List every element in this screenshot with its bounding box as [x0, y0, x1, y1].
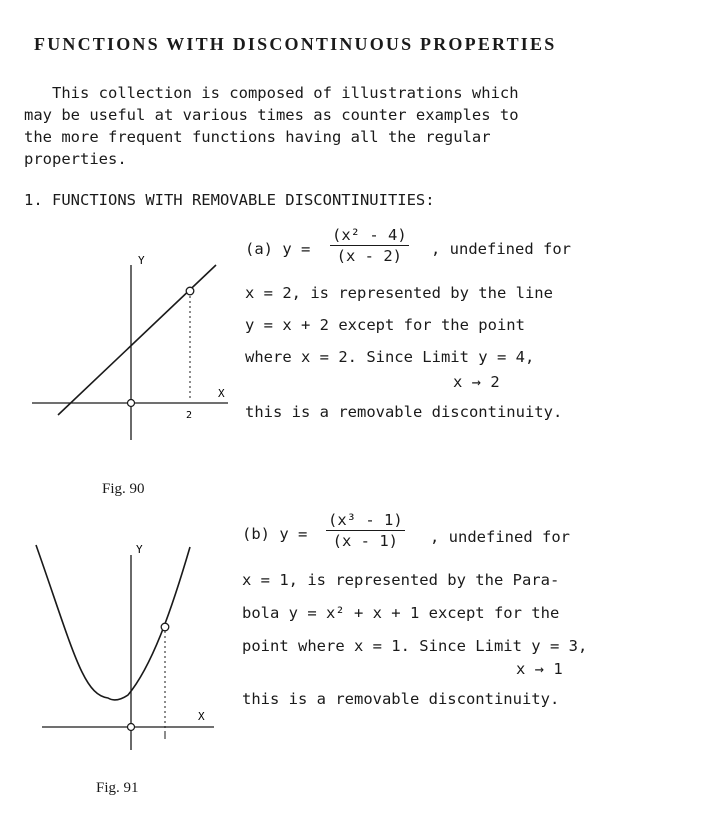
- intro-paragraph: [24, 82, 624, 170]
- example-b-fraction: [326, 511, 405, 550]
- fig91-hole: [161, 623, 169, 631]
- example-a-label: (a) y =: [245, 240, 311, 258]
- example-b-line: bola y = x² + x + 1 except for the: [242, 604, 560, 622]
- example-a-numerator: (x² - 4): [332, 226, 407, 244]
- fig90-graph: [28, 240, 240, 445]
- fig91-x-label: X: [198, 710, 205, 723]
- fig90-origin: [128, 400, 135, 407]
- example-a-line: y = x + 2 except for the point: [245, 316, 525, 334]
- example-b-numerator: (x³ - 1): [328, 511, 403, 529]
- example-b-limit-subscript: x → 1: [516, 660, 563, 678]
- fig91-y-label: Y: [136, 543, 143, 556]
- example-b-denominator: (x - 1): [332, 532, 398, 550]
- example-b-undefined: , undefined for: [430, 528, 570, 546]
- intro-line: properties.: [24, 150, 127, 168]
- section-heading: 1. FUNCTIONS WITH REMOVABLE DISCONTINUITIES:: [24, 191, 435, 209]
- example-b-line: x = 1, is represented by the Para-: [242, 571, 560, 589]
- fig91-origin: [128, 724, 135, 731]
- example-b-line: point where x = 1. Since Limit y = 3,: [242, 637, 588, 655]
- example-a-line: x = 2, is represented by the line: [245, 284, 553, 302]
- fig91-graph: [28, 535, 228, 760]
- page-title: FUNCTIONS WITH DISCONTINUOUS PROPERTIES: [34, 34, 557, 54]
- example-b-label: (b) y =: [242, 525, 308, 543]
- example-a-conclusion: this is a removable discontinuity.: [245, 403, 563, 421]
- fig91-parabola: [36, 545, 190, 700]
- intro-line: may be useful at various times as counter examples to: [24, 106, 519, 124]
- example-a-undefined: , undefined for: [431, 240, 571, 258]
- fig90-tick-label: 2: [186, 410, 193, 421]
- example-a-fraction: [330, 226, 409, 265]
- fig90-caption: Fig. 90: [102, 481, 145, 497]
- intro-line: the more frequent functions having all the regular: [24, 128, 491, 146]
- example-a-denominator: (x - 2): [336, 247, 402, 265]
- example-a-limit-subscript: x → 2: [453, 373, 500, 391]
- intro-line: This collection is composed of illustrations which: [24, 84, 519, 102]
- fig90-x-label: X: [218, 387, 225, 400]
- fig90-y-label: Y: [138, 254, 145, 267]
- fig90-hole: [186, 287, 194, 295]
- fig91-caption: Fig. 91: [96, 780, 139, 796]
- example-b-conclusion: this is a removable discontinuity.: [242, 690, 560, 708]
- example-a-line: where x = 2. Since Limit y = 4,: [245, 348, 535, 366]
